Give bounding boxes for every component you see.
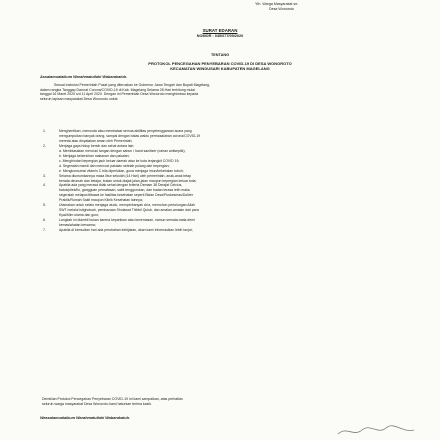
intro-line: Sesuai instruksi Pemerintah Pusat yang diteruskan ke Gubernur Jawa Tengah dan Bupati Magelang, <box>54 83 210 87</box>
item-line: c. Menghindari bepergian jauh keluar daerah atau ke kota terjangkit COVID 19; <box>59 158 180 163</box>
intro-line: seluruh lapisan masyarakat Desa Wonoroto untuk: <box>40 97 119 102</box>
item-line: Apabila di kemudian hari ada perubahan kebijakan, akan kami informasikan lebih lanjut; <box>59 228 193 233</box>
item-line: Langkah ini diambil bukan karena kepanikan atau kecemasan, namun semata-mata demi <box>59 218 195 223</box>
item-line: SWT melalui istighotsah, pembacaan Sholawat Thibbil Qulub, dan amalan-amalan dari para <box>59 208 199 213</box>
recipient-line-2: Desa Wonoroto <box>269 6 294 11</box>
signature-scribble <box>330 424 420 438</box>
item-text <box>59 183 425 203</box>
item-line: mereda atau dinyatakan aman oleh Pemerintah; <box>59 138 133 143</box>
item-line: d. Segeralah mandi dan mencuci pakaian setelah pulang dari bepergian; <box>59 163 170 168</box>
subject-line-2: KECAMATAN WINDUSARI KABUPATEN MAGELANG <box>170 66 270 71</box>
item-line: mengumpulkan banyak orang, sampai dengan batas waktu permasalahan corona/COVID-19 <box>59 133 201 138</box>
item-line: Selama diumumkannya masa libur sekolah (14 Hari) oleh pemerintah, anak-anak tetap <box>59 173 192 178</box>
item-number: 5. <box>43 203 46 208</box>
item-text <box>59 174 425 184</box>
item-number: 3. <box>43 173 46 178</box>
item-line: segeralah melapor/dibawa ke fasilitas kesehatan seperti Bidan Desa/Puskesmas/Dokter <box>59 193 193 198</box>
item-line: Praktik/Rumah Sakit maupun Klinik Kesehatan lainnya; <box>59 198 143 203</box>
item-line: a. Membiasakan mencuci tangan dengan sabun / hand sanitizer (cairan antiseptik); <box>59 148 186 153</box>
protocol-list <box>40 129 425 233</box>
item-text <box>59 144 425 174</box>
closing-line: Demikian Protokol Pencegahan Penyebaran COVID-19 ini kami sampaikan, atas perhatian <box>42 397 183 401</box>
item-line: Apabila ada yang merasa tidak sehat dengan kriteria Demam 38 Derajat Celcius, <box>59 183 183 188</box>
item-number: 2. <box>43 143 46 148</box>
closing-paragraph <box>42 397 422 406</box>
item-line: Menghentikan, menunda atau membatasi semua aktifitas penyelenggaraan acara yang <box>59 129 192 133</box>
item-number: 7. <box>43 228 46 233</box>
item-line: Utamakan untuk selalu menjaga wudu, memperbanyak do'a, memohon pertolongan Allah <box>59 203 195 208</box>
item-line: Menjaga gaya hidup bersih dan sehat antara lain: <box>59 143 135 148</box>
about-label: TENTANG <box>210 53 230 57</box>
document-number: NOMOR : 045/077/09/2020 <box>196 34 244 38</box>
intro-line: tanggal 16 Maret 2020 s/d 11 April 2020. Dengan ini Pemerintah Desa Wonoroto menghimbau kepada <box>40 92 199 97</box>
subject-line-1: PROTOKOL PENCEGAHAN PENYEBARAN COVID-19 DI DESA WONOROTO <box>148 61 292 66</box>
list-item <box>40 129 425 144</box>
item-line: b. Menjaga kebersihan makanan dan pakaian; <box>59 153 130 158</box>
recipient-line-1: Yth. Warga Masyarakat se- <box>255 2 299 6</box>
list-item <box>40 174 425 184</box>
item-number: 4. <box>43 183 46 188</box>
item-line: Kyai/Alim ulama dan guru; <box>59 213 100 218</box>
closing-line: seluruh warga masyarakat Desa Wonoroto kami haturkan terima kasih. <box>42 401 153 406</box>
item-number: 6. <box>43 218 46 223</box>
item-text <box>59 203 425 218</box>
list-item <box>40 218 425 228</box>
item-line: batuk/pilek/flu, gangguan pernafasan, sakit tenggorokan, dan badan terasa letih maka <box>59 188 190 193</box>
intro-paragraph <box>40 83 420 102</box>
item-text <box>59 228 425 233</box>
item-text <box>59 129 425 144</box>
item-line: kemaslahatan bersama; <box>59 223 96 228</box>
intro-line: dalam rangka Tanggap Darurat Corona/COVID-19 di Kab. Magelang Selama 28 Hari terhitung mulai <box>40 87 195 92</box>
list-item <box>40 183 425 203</box>
farewell: Wassalamualaikum Warahmatullahi Wabarakatuh. <box>40 416 131 420</box>
document-title: SURAT EDARAN <box>202 28 238 33</box>
greeting: Assalamualaikum Warahmatullahi Wabarakatuh. <box>40 75 128 79</box>
item-line: e. Mengkonsumsi vitamin C bila diperlukan, guna menjaga imun/kekebalan tubuh; <box>59 168 184 173</box>
item-number: 1. <box>43 129 46 133</box>
list-item <box>40 144 425 174</box>
item-line: berada dirumah dan belajar, bukan untuk diajak jalan-jalan maupun bepergian keluar kota; <box>59 178 197 183</box>
list-item <box>40 203 425 218</box>
list-item <box>40 228 425 233</box>
item-text <box>59 218 425 228</box>
recipient-address <box>255 2 298 11</box>
